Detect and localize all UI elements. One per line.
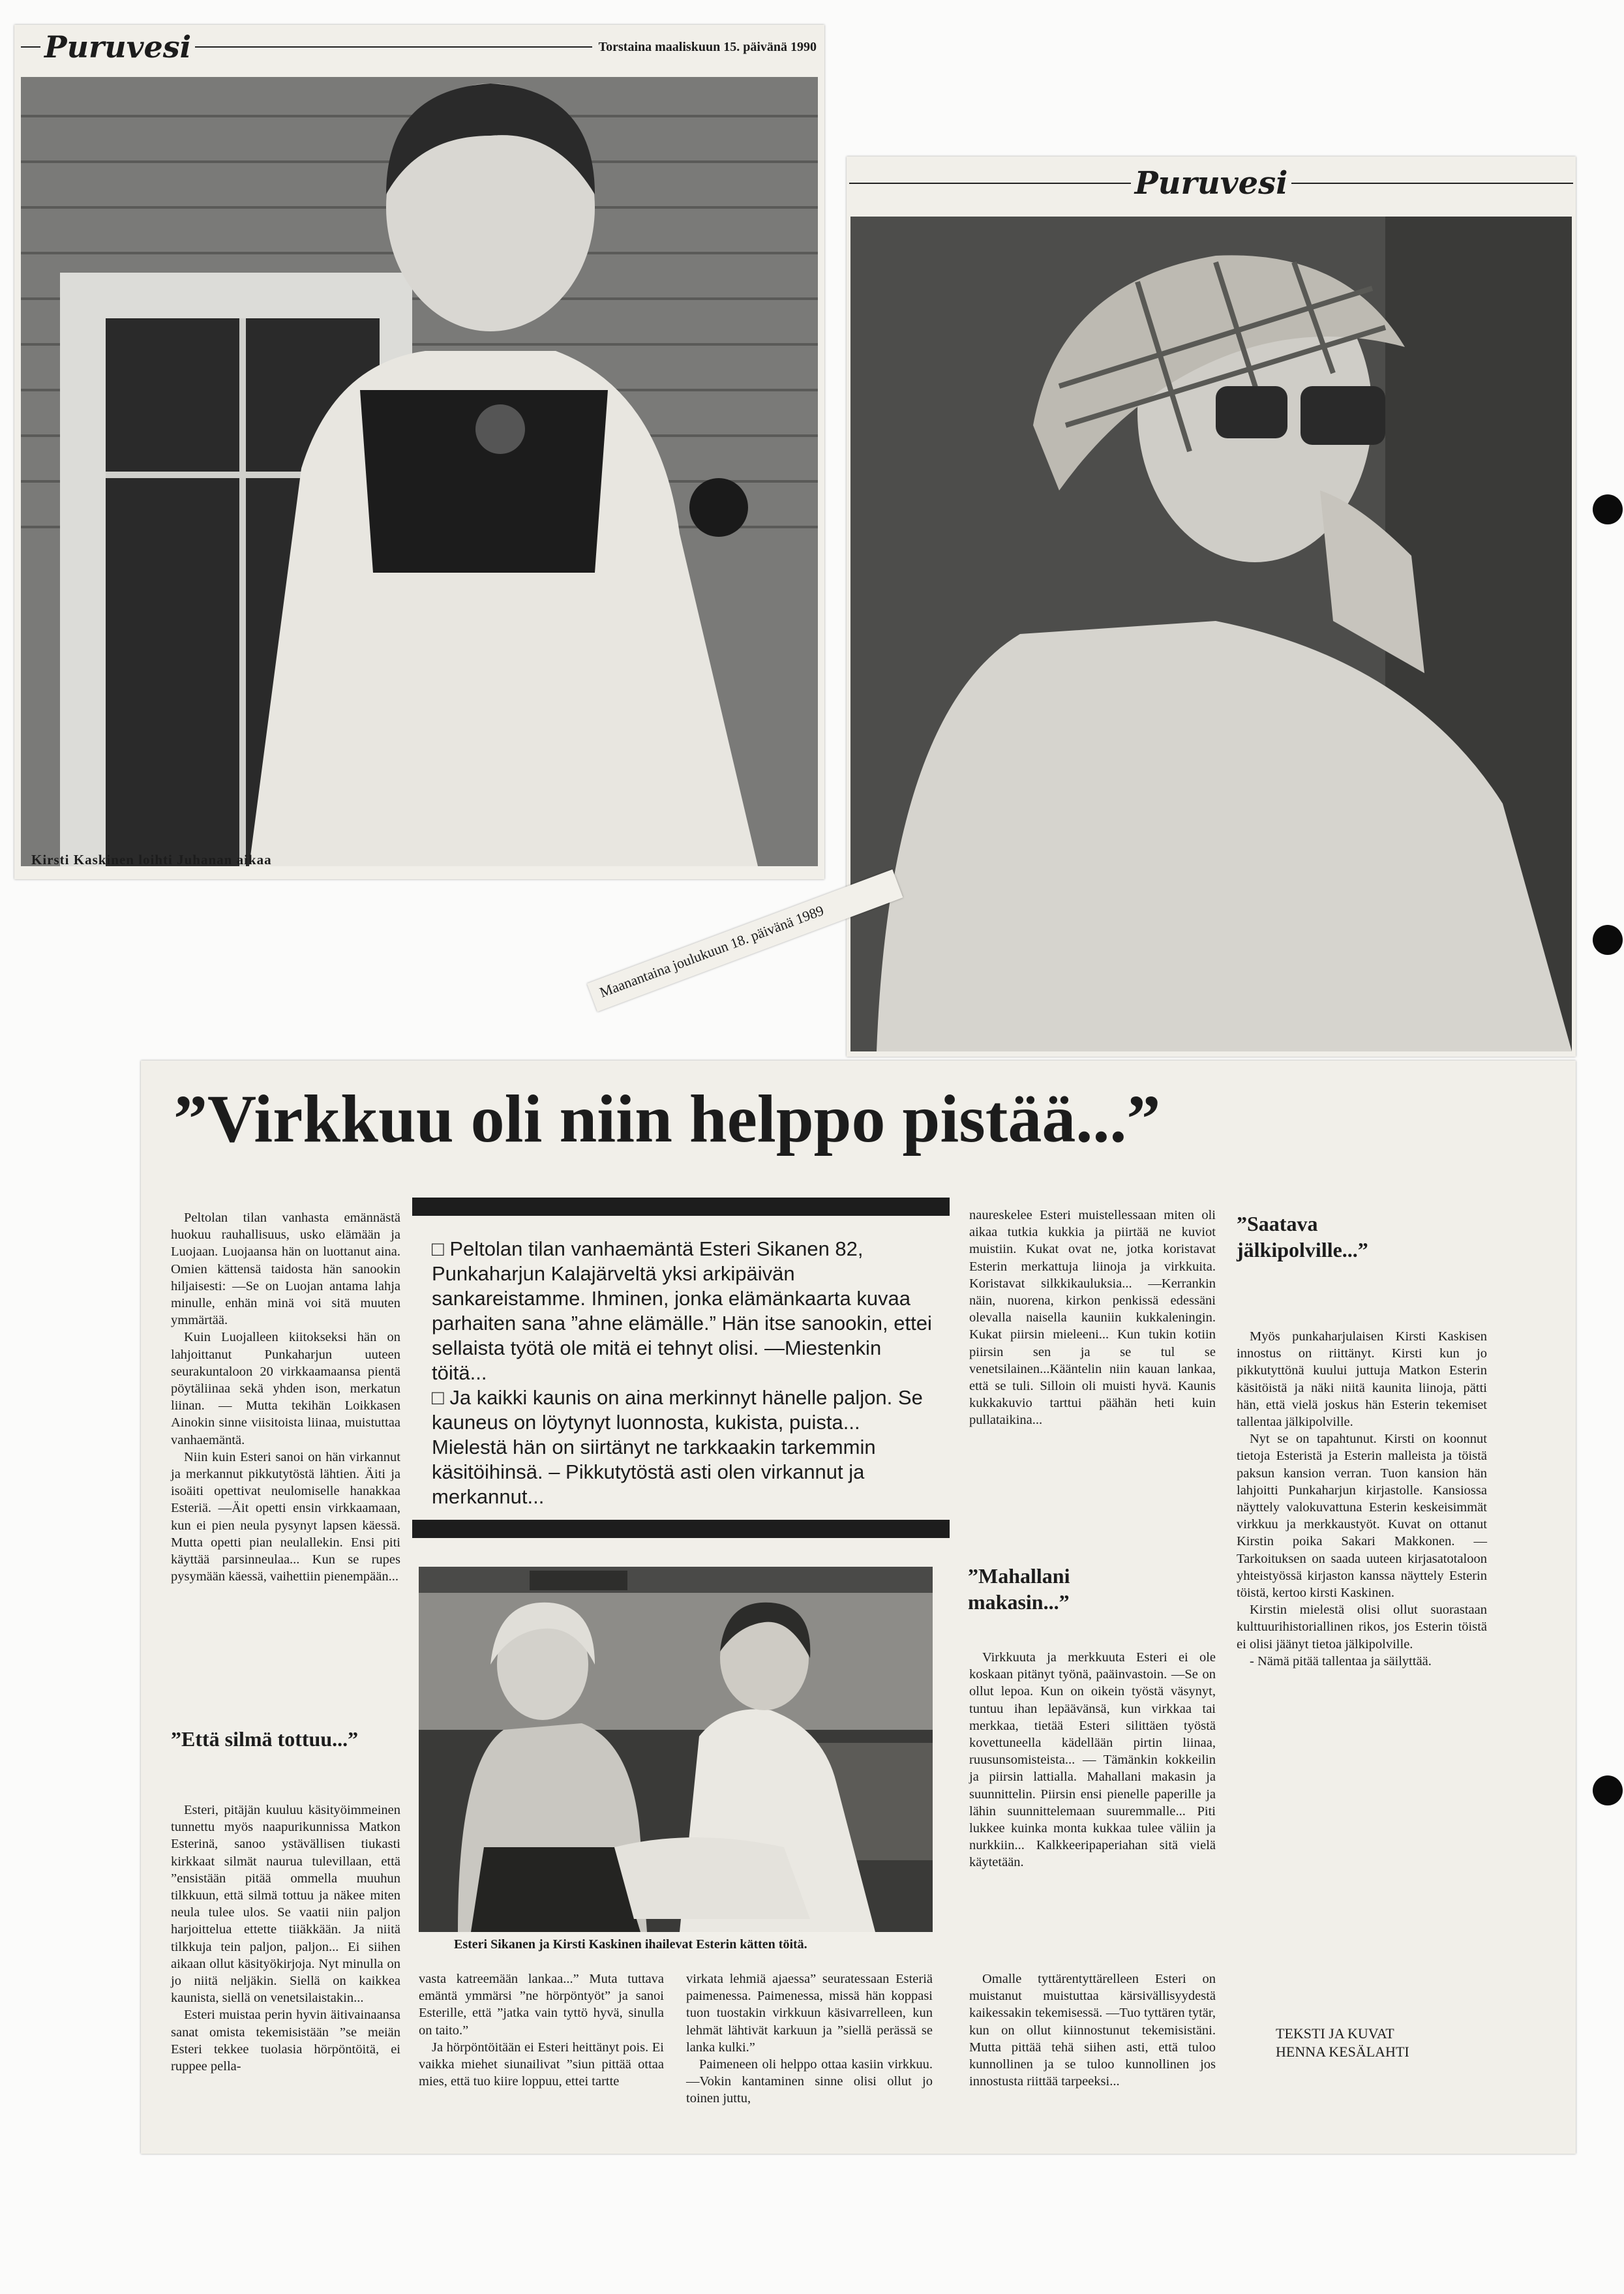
clipping-portrait-kirsti [14, 25, 824, 879]
byline [1276, 2025, 1409, 2061]
paragraph: - Nämä pitää tallentaa ja säilyttää. [1250, 1653, 1432, 1668]
article-column-2 [419, 1970, 664, 2090]
paragraph: Virkkuuta ja merkkuuta Esteri ei ole koskaan pitänyt työnä, paäinvastoin. —Se on ollut lepoa. Kun on oikein työstä väsynyt, tuntuu ihan lepäävänsä, kun virkkaa tai merkkaa, tietää Esteri silittäen työstä kovettuneella kädellään pirtin liinaa, ruusunsomisteista... — Tämänkin kokkeilin ja piirsin lattialla. Mahallani makasin ja suunnittelin. Piirsin ensi pienelle paperille ja lähin suunnittelemaan suuremmalle... Piti lukkee kuinka monta kukkaa tulee väliin ja nurkkiin... Kalkkeeripaperiahan sitä vielä käytetään. [969, 1650, 1216, 1870]
article-column-1 [171, 1209, 400, 1585]
dateline: Torstaina maaliskuun 15. päivänä 1990 [598, 39, 817, 54]
paragraph: Kuin Luojalleen kiitokseksi hän on lahjoittanut Punkaharjun uuteen seurakuntaloon 20 virkkaamaansa pientä pöytäliinaa sekä yhden ison, merkatun liinan. — Mutta tekihän Loikkasen Ainokin sinne viisitoista liinaa, muistuttaa vanhaemäntä. [171, 1330, 400, 1447]
byline-line: TEKSTI JA KUVAT [1276, 2025, 1394, 2042]
portrait-photo [21, 77, 818, 866]
paragraph: Paimeneen oli helppo ottaa kasiin virkkuu. —Vokin kantaminen sinne olisi ollut jo toinen juttu, [686, 2057, 933, 2106]
paragraph: vasta katreemään lankaa...” Muta tuttava emäntä ymmärsi ”ne hörpöntyöt” ja sanoi Esterille, että ”jatka vain tyttö hyvä, sinulla on taito.” [419, 1972, 664, 2038]
masthead-title: Puruvesi [1134, 165, 1288, 202]
article-column-3 [686, 1970, 933, 2107]
ingress-paragraph: □ Peltolan tilan vanhaemäntä Esteri Sikanen 82, Punkaharjun Kalajärveltä yksi arkipäivän sankareistamme. Ihminen, jonka elämänkaarta kuvaa parhaiten sana ”ahne elämälle.” Hän itse sanookin, ettei sellaista työtä ole mitä ei tehnyt olisi. —Miestenkin töitä... [432, 1237, 932, 1384]
binder-hole [1593, 1775, 1623, 1805]
ingress-bottom-rule [412, 1520, 950, 1538]
article-clipping [141, 1061, 1576, 2154]
clipping-portrait-esteri [847, 157, 1576, 1057]
ingress-top-rule [412, 1198, 950, 1216]
binder-hole [1593, 925, 1623, 955]
article-column-4 [969, 1207, 1216, 1429]
paragraph: Nyt se on tapahtunut. Kirsti on koonnut tietoja Esteristä ja Esterin malleista ja töistä paksun kansion verran. Tuon kansion hän lahjoitti Punkaharjun kirjastolle. Kansiossa näyttely valokuvattuna Esterin keskeisimmät virkkuu ja merkkaustyöt. Kuvat on ottanut Kirstin poika Sakari Makkonen. —Tarkoituksen on saada uuteen kirjasatotaloon yhteistyössä kirjaston kanssa näyttely Esterin töistä, kertoo kirsti Kaskinen. [1237, 1432, 1487, 1601]
photo-caption: Kirsti Kaskinen loihti Juhanan aikaa [31, 852, 272, 868]
article-column-4b [969, 1649, 1216, 1871]
article-photo-caption: Esteri Sikanen ja Kirsti Kaskinen ihailevat Esterin kätten töitä. [454, 1937, 807, 1952]
portrait-photo [850, 217, 1572, 1051]
paragraph: Esteri muistaa perin hyvin äitivainaansa sanat omista tekemisistään ”se meiän Esteri tekkee tuolasia hörpöntöitä, ei ruppee pella- [171, 2008, 400, 2074]
binder-hole [1593, 494, 1623, 524]
paragraph: Omalle tyttärentyttärelleen Esteri on muistanut muistuttaa kärsivällisyydestä kaikessakin tekemisessä. —Tuo tyttären tytär, kun on ollut kiinnostunut tekemisistäni. Mutta pittää tehä siihen asti, että tuloo kunnollinen ja se tuloo kunnollinen jos innostusta riittää tarpeeksi... [969, 1972, 1216, 2089]
subheading: ”Että silmä tottuu...” [171, 1727, 359, 1751]
paragraph: Esteri, pitäjän kuuluu käsityöimmeinen tunnettu myös naapurikunnissa Matkon Esterinä, sanoo ystävällisen tiukasti kirkkaat silmät naurua tulevillaan, että ”ensistään pitää ommella muuhun tilkkuun, että silmä tottuu ja näkee miten neula tulee ulos. Se vaatii niin paljon harjoittelua ettette tiiäkkään. Ja niitä tilkkuja tein paljon, paljon... Ei siihen aikaan ollut käsityökirjoja. Nyt minulla on jo niitä neljäkin. Siellä on kaikkea kaunista, siellä on venetsilaistakin... [171, 1803, 400, 2006]
subheading: ”Mahallani makasin...” [968, 1564, 1070, 1614]
date-strip-text: Maanantaina joulukuun 18. päivänä 1989 [597, 901, 826, 1001]
subheading: ”Saatava jälkipolville...” [1237, 1212, 1368, 1261]
paragraph: Peltolan tilan vanhasta emännästä huokuu rauhallisuus, usko elämään ja Luojaan. Luojaansa hän on luottanut aina. Omien kättensä taidosta hän sanookin hiljaisesti: —Se on Luojan antama lahja minulle, enhän minä voi sitä muuten ymmärtää. [171, 1211, 400, 1328]
masthead [849, 157, 1573, 210]
ingress-paragraph: □ Ja kaikki kaunis on aina merkinnyt hänelle paljon. Se kauneus on löytynyt luonnosta, kukista, puista... Mielestä hän on siirtänyt ne tarkkaakin tarkemmin käsitöihinsä. – Pikkutytöstä asti olen virkannut ja merkannut... [432, 1386, 923, 1508]
ingress [432, 1237, 940, 1509]
paragraph: Myös punkaharjulaisen Kirsti Kaskisen innostus on riittänyt. Kirsti kun jo pikkutyttönä kuului juttuja Matkon Esterin käsitöistä ja näki niitä kaunita liinoja, pätti hän, että vielä joskus hän Esterin tekemiset tallentaa jälkipolville. [1237, 1329, 1487, 1430]
masthead-title: Puruvesi [44, 29, 192, 65]
article-photo [419, 1567, 933, 1932]
article-column-4c [969, 1970, 1216, 2090]
article-column-1b [171, 1802, 400, 2075]
byline-line: HENNA KESÄLAHTI [1276, 2044, 1409, 2060]
paragraph: Ja hörpöntöitään ei Esteri heittänyt pois. Ei vaikka miehet siunailivat ”siun pittää ottaa mies, että tuo kiire loppuu, ettei tartte [419, 2040, 664, 2089]
paragraph: naureskelee Esteri muistellessaan miten oli aikaa tutkia kukkia ja piirtää ne kuviot muistiin. Kukat ovat ne, jotka koristavat Esterin merkattuja liinoja ja virkkuita. Koristavat silkkikauluksia... —Kerrankin näin, nuorena, kirkon penkissä edessäni olevalla naisella kauniin kukkaleningin. Kukat piirsin mieleeni... Kun tukin kotiin piirsin sen ja se tul se venetsilainen...Kääntelin niin kauan lankaa, että se tuli. Silloin oli muisti hyvä. Kaunis kukkakuvio tarttui päähän heti kuin pullataikina... [969, 1208, 1216, 1428]
paragraph: Kirstin mielestä olisi ollut suorastaan kulttuurihistoriallinen rikos, jos Esterin töistä ei olisi jäänyt tietoa jälkipolville. [1237, 1603, 1487, 1652]
paragraph: Niin kuin Esteri sanoi on hän virkannut ja merkannut pikkutytöstä lähtien. Äiti ja isoäiti opettivat neulomiselle hanakkaa Esteriä. —Äit opetti ensin virkkaamaan, kun ei pien neula pysynyt lapsen käessä. Mutta opetti pian neulallekin. Ensi piti käyttää parsinneulaa... Kun se rupes pysymään käessä, vaihettiin pienempään... [171, 1449, 400, 1584]
paragraph: virkata lehmiä ajaessa” seuratessaan Esteriä paimenessa. Paimenessa, missä hän koppasi tuon tuostakin virkkuun käsivarrelleen, kun lehmät lähtivät karkuun ja ”siellä perässä se lanka kulki.” [686, 1972, 933, 2055]
article-column-5 [1237, 1328, 1487, 1670]
masthead [21, 27, 817, 67]
article-headline: ”Virkkuu oli niin helppo pistää...” [173, 1081, 1161, 1156]
